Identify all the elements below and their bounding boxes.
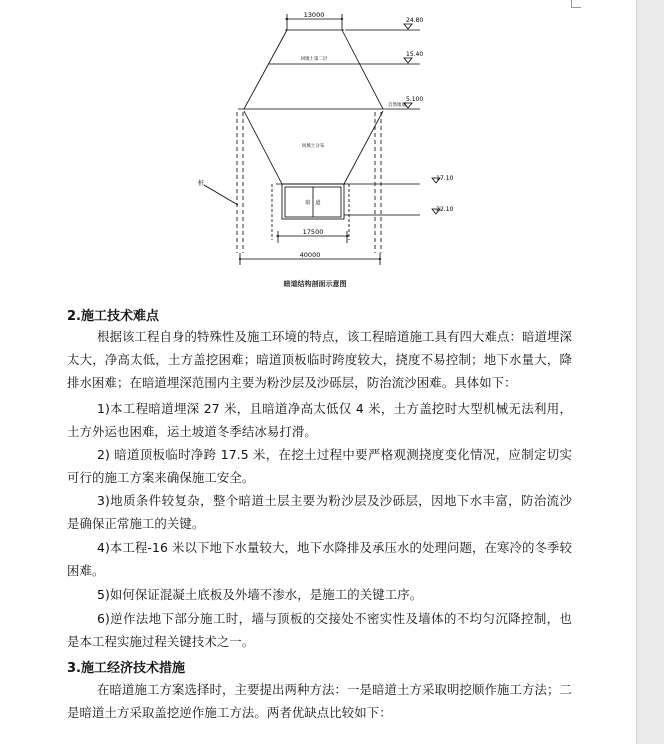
- paragraph-item-2: 2) 暗道顶板临时净跨 17.5 米，在挖土过程中要严格观测挠度变化情况，应制定切实可行的施工方案来确保施工安全。: [67, 447, 572, 485]
- paragraph-item-1: 1)本工程暗道埋深 27 米，且暗道净高太低仅 4 米，土方盖挖时大型机械无法利用，土方外运也困难，运土坡道冬季结冰易打滑。: [67, 401, 572, 439]
- paragraph-item-5: 5)如何保证混凝土底板及外墙不渗水，是施工的关键工序。: [97, 587, 423, 602]
- paragraph-item-6: 6)逆作法地下部分施工时，墙与顶板的交接处不密实性及墙体的不均匀沉降控制，也是本工程实施过程关键技术之一。: [67, 611, 572, 649]
- dim-bottom-width: 17500: [302, 228, 324, 236]
- pile-label: 桩: [198, 180, 205, 187]
- ground-label: 自然地面: [388, 103, 406, 108]
- middle-fill-label: 回填土分布: [301, 144, 325, 149]
- drawing-caption: 暗道结构剖面示意图: [283, 280, 347, 288]
- paragraph-methods: 在暗道施工方案选择时，主要提出两种方法：一是暗道土方采取明挖顺作施工方法；二是暗道土方采取盖挖逆作施工方法。两者优缺点比较如下：: [67, 682, 572, 720]
- elevation-1: 24.80: [406, 17, 424, 24]
- section-heading-2: 2.施工技术难点: [67, 309, 159, 324]
- tunnel-label: 暗 道: [305, 200, 321, 206]
- elevation-2: 15.40: [406, 51, 424, 58]
- cross-section-drawing: [0, 0, 636, 300]
- section-heading-3: 3.施工经济技术措施: [67, 661, 185, 676]
- elevation-4: -17.10: [434, 175, 454, 182]
- elevation-3: 5.100: [406, 96, 424, 103]
- dim-top-width: 13000: [303, 11, 325, 19]
- upper-fill-label: 回填土第二层: [300, 57, 328, 62]
- elevation-5: -22.10: [434, 206, 454, 213]
- scroll-gutter[interactable]: [636, 0, 664, 744]
- dim-total-width: 40000: [299, 251, 321, 259]
- paragraph-intro: 根据该工程自身的特殊性及施工环境的特点，该工程暗道施工具有四大难点：暗道埋深太大，净高太低，土方盖挖困难；暗道顶板临时跨度较大，挠度不易控制；地下水量大，降排水困难；在暗道埋深范围内主要为粉沙层及沙砾层，防治流沙困难。具体如下：: [67, 329, 572, 390]
- paragraph-item-3: 3)地质条件较复杂，整个暗道土层主要为粉沙层及沙砾层，因地下水丰富，防治流沙是确保正常施工的关键。: [67, 493, 572, 531]
- paragraph-item-4: 4)本工程-16 米以下地下水量较大，地下水降排及承压水的处理问题，在寒冷的冬季较困难。: [67, 540, 572, 578]
- page-corner-mark-h: [571, 7, 581, 8]
